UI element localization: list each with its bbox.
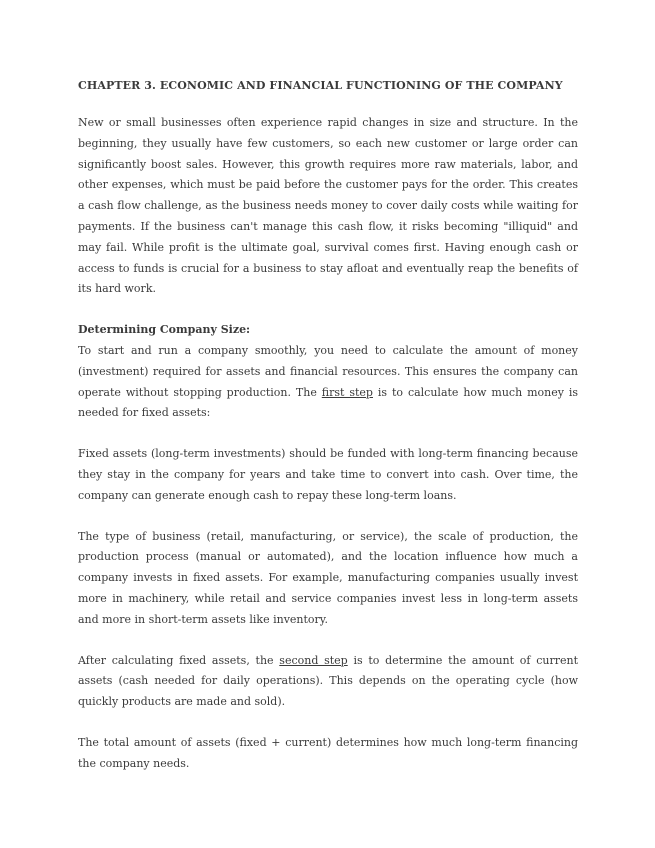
paragraph-investment [78, 341, 578, 424]
second-step-underlined: second step [279, 653, 348, 667]
paragraph-investment-text-2: is to calculate how much money is needed for fixed assets: [78, 385, 579, 420]
first-step-underlined: first step [321, 385, 373, 399]
paragraph-current-assets [78, 651, 578, 713]
paragraph-business-type: The type of business (retail, manufacturing, or service), the scale of production, the production process (manual or automated), and the location influence how much a company invests in fixed assets. For example, manufacturing companies usually invest more in machinery, while retail and service companies invest less in long-term assets and more in short-term assets like inventory. [78, 529, 578, 626]
paragraph-current-assets-text-2: is to determine the amount of current assets (cash needed for daily operations). This depends on the operating cycle (how quickly products are made and sold). [78, 653, 578, 709]
section-heading: Determining Company Size: [78, 323, 251, 337]
chapter-title: CHAPTER 3. ECONOMIC AND FINANCIAL FUNCTIONING OF THE COMPANY [78, 79, 563, 92]
paragraph-current-assets-text-1: After calculating fixed assets, the [78, 653, 280, 667]
document-page [78, 78, 578, 795]
paragraph-intro: New or small businesses often experience rapid changes in size and structure. In the beginning, they usually have few customers, so each new customer or large order can significantly boost sales. However, this growth requires more raw materials, labor, and other expenses, which must be paid before the customer pays for the order. This creates a cash flow challenge, as the business needs money to cover daily costs while waiting for payments. If the business can't manage this cash flow, it risks becoming "illiquid" and may fail. While profit is the ultimate goal, survival comes first. Having enough cash or access to funds is crucial for a business to stay afloat and eventually reap the benefits of its hard work. [78, 116, 578, 296]
paragraph-fixed-assets: Fixed assets (long-term investments) should be funded with long-term financing because they stay in the company for years and take time to convert into cash. Over time, the company can generate enough cash to repay these long-term loans. [78, 447, 578, 502]
paragraph-total-assets: The total amount of assets (fixed + current) determines how much long-term financing the company needs. [78, 735, 578, 770]
paragraph-investment-text-1: To start and run a company smoothly, you need to calculate the amount of money (investment) required for assets and financial resources. This ensures the company can operate without stopping production. The [78, 343, 578, 399]
